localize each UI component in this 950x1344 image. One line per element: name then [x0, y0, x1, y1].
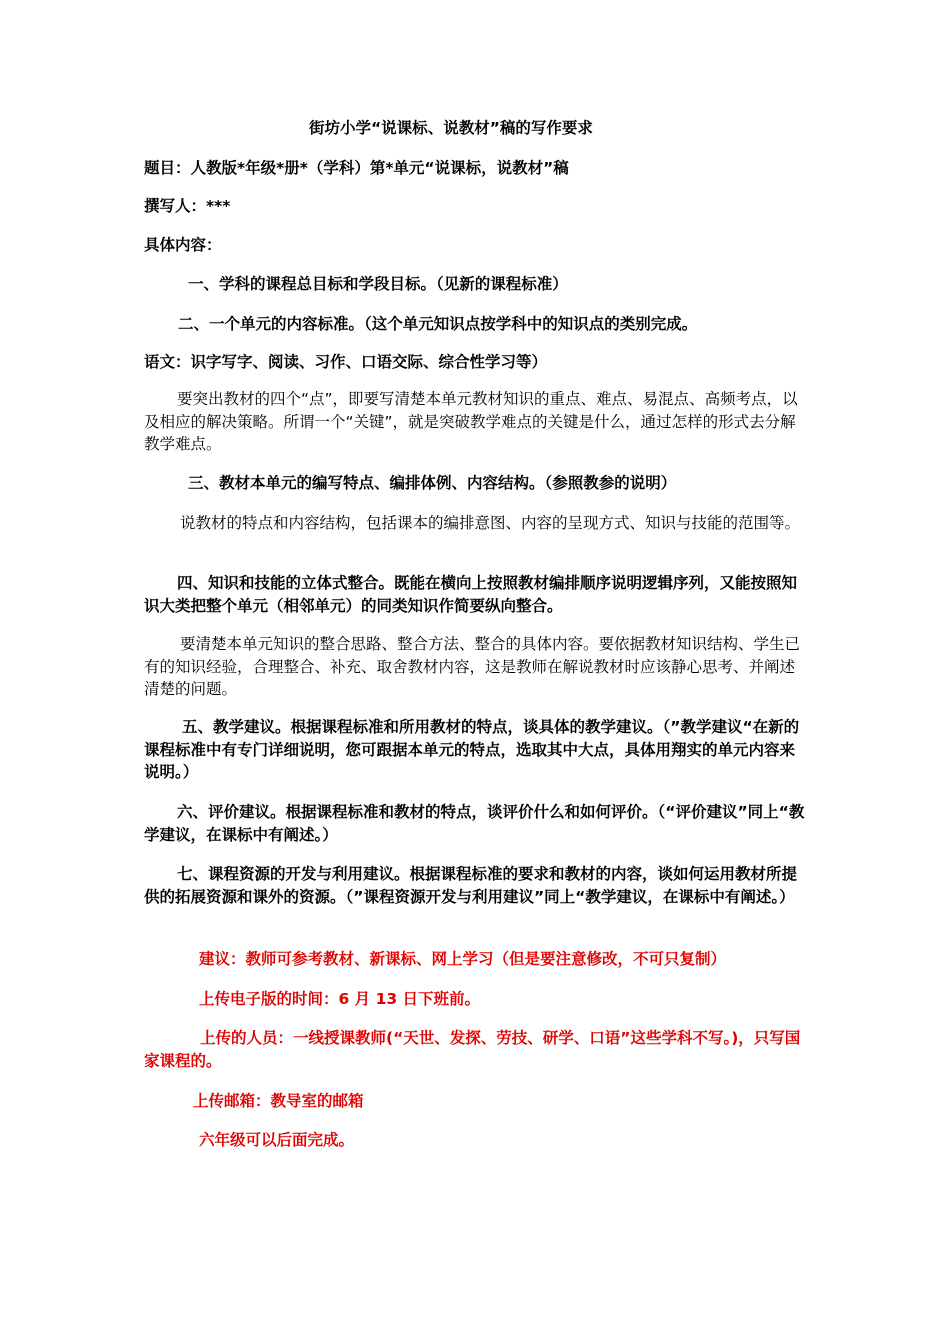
- content-label: 具体内容：: [144, 236, 222, 254]
- section-3-heading: 三、教材本单元的编写特点、编排体例、内容结构。（参照教参的说明）: [188, 474, 677, 492]
- author-line: 撰写人：***: [144, 197, 231, 215]
- section-4-heading: 四、知识和技能的立体式整合。既能在横向上按照教材编排顺序说明逻辑序列，又能按照知识大类把整个单元（相邻单元）的同类知识作简要纵向整合。: [144, 574, 798, 615]
- note-grade-six: 六年级可以后面完成。: [199, 1131, 355, 1149]
- section-2-heading: 二、一个单元的内容标准。（这个单元知识点按学科中的知识点的类别完成。: [178, 315, 698, 333]
- document-title: 街坊小学“说课标、说教材”稿的写作要求: [309, 119, 593, 137]
- section-2-subheading: 语文：识字写字、阅读、习作、口语交际、综合性学习等）: [144, 353, 548, 371]
- note-suggestion: 建议：教师可参考教材、新课标、网上学习（但是要注意修改，不可只复制）: [199, 950, 727, 968]
- note-upload-people: 上传的人员：一线授课教师(“天世、发探、劳技、研学、口语”这些学科不写。)，只写国家课程的。: [144, 1029, 801, 1070]
- note-upload-email: 上传邮箱：教导室的邮箱: [193, 1092, 364, 1110]
- paragraph-four-points: 要突出教材的四个“点”，即要写清楚本单元教材知识的重点、难点、易混点、高频考点，以及相应的解决策略。所谓一个“关键”，就是突破教学难点的关键是什么，通过怎样的形式去分解教学难点。: [144, 390, 798, 453]
- paragraph-textbook-features: 说教材的特点和内容结构，包括课本的编排意图、内容的呈现方式、知识与技能的范围等。: [180, 514, 801, 532]
- section-6-heading: 六、评价建议。根据课程标准和教材的特点，谈评价什么和如何评价。（“评价建议”同上“教学建议，在课标中有阐述。）: [144, 803, 805, 844]
- section-1-heading: 一、学科的课程总目标和学段目标。（见新的课程标准）: [188, 275, 568, 293]
- paragraph-integration: 要清楚本单元知识的整合思路、整合方法、整合的具体内容。要依据教材知识结构、学生已有的知识经验，合理整合、补充、取舍教材内容，这是教师在解说教材时应该静心思考、并阐述清楚的问题。: [144, 635, 801, 698]
- note-upload-time: 上传电子版的时间：6 月 13 日下班前。: [199, 990, 481, 1008]
- section-5-heading: 五、教学建议。根据课程标准和所用教材的特点，谈具体的教学建议。（”教学建议“在新的课程标准中有专门详细说明，您可跟据本单元的特点，选取其中大点，具体用翔实的单元内容来说明。）: [144, 718, 800, 781]
- section-7-heading: 七、课程资源的开发与利用建议。根据课程标准的要求和教材的内容，谈如何运用教材所提供的拓展资源和课外的资源。（”课程资源开发与利用建议”同上“教学建议，在课标中有阐述。）: [144, 865, 798, 906]
- subject-line: 题目：人教版*年级*册*（学科）第*单元“说课标，说教材”稿: [144, 159, 569, 177]
